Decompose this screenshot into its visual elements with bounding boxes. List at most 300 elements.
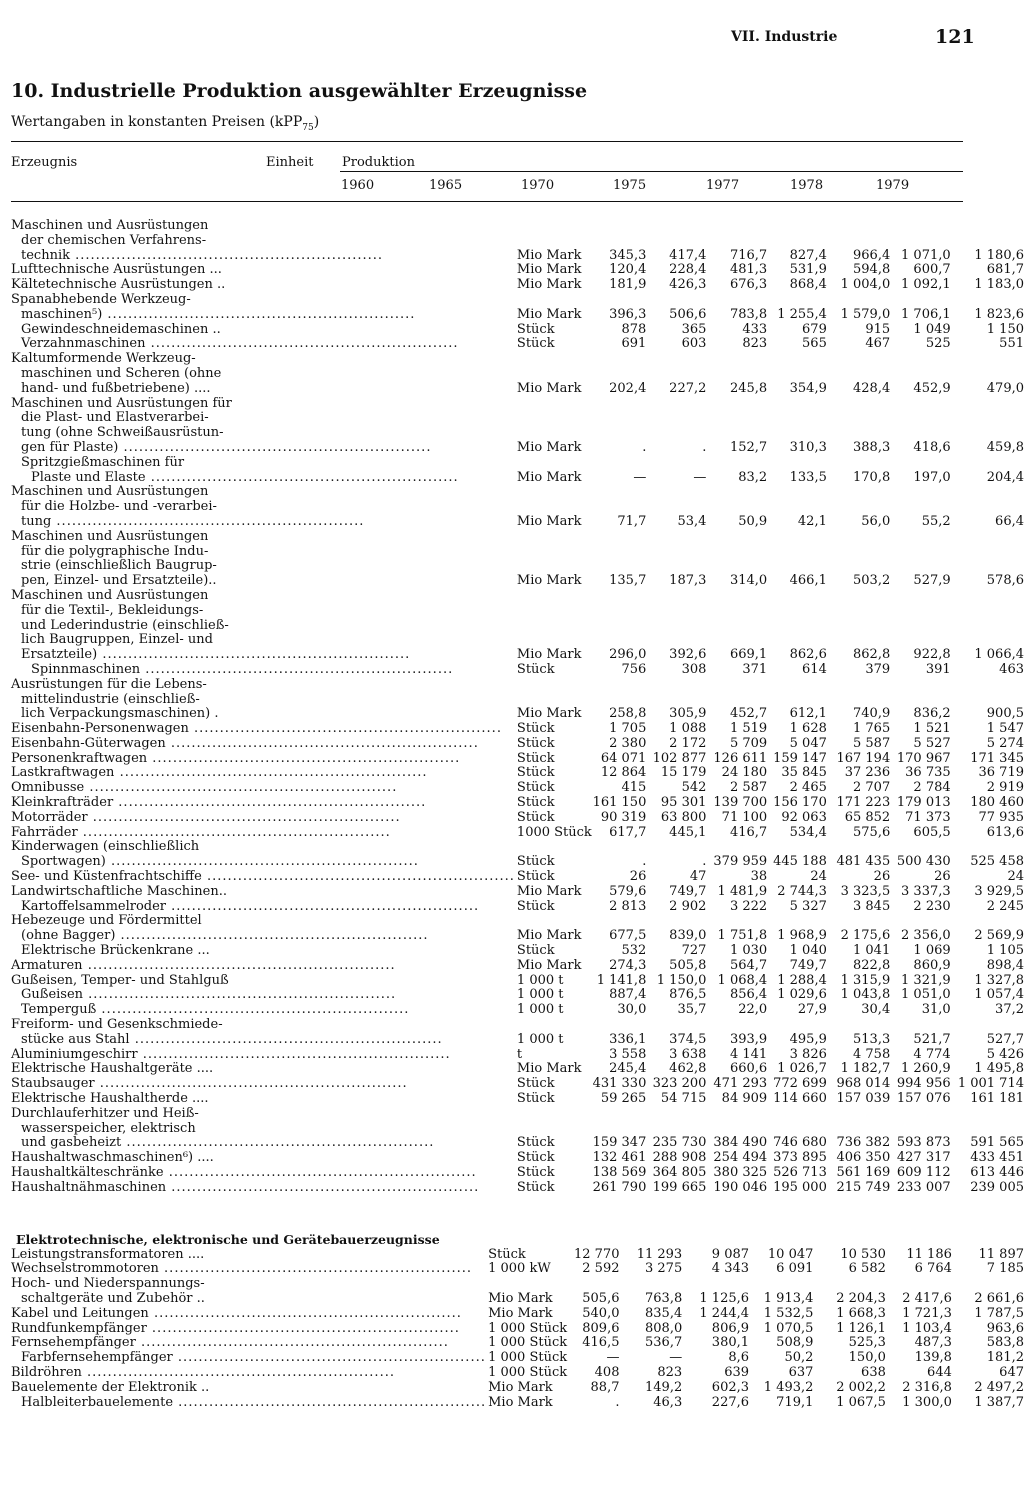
row-unit — [515, 293, 592, 308]
value-cell — [646, 426, 706, 441]
row-unit: Mio Mark — [516, 514, 582, 529]
row-unit — [515, 485, 592, 500]
value-cell: 1 255,4 — [777, 307, 827, 322]
value-cell: 1 706,1 — [901, 307, 951, 322]
table-row — [0, 1381, 1024, 1396]
value-cell: 1 126,1 — [836, 1321, 886, 1336]
value-cell: 54 715 — [660, 1092, 707, 1107]
value-cell: 135,7 — [609, 574, 647, 589]
value-cell: 371 — [742, 662, 768, 677]
row-label — [0, 249, 515, 264]
row-label-text: Aluminiumgeschirr — [11, 1047, 138, 1062]
row-unit: Mio Mark — [516, 929, 582, 944]
row-label — [0, 545, 515, 560]
table-row — [0, 988, 1024, 1003]
value-cell — [706, 352, 767, 367]
row-label — [0, 1292, 486, 1307]
value-cell: 4 343 — [711, 1262, 750, 1277]
value-cell — [951, 367, 1024, 382]
leader-dots: ............................................................ — [147, 751, 461, 766]
row-label — [0, 530, 515, 545]
year-header-1977: 1977 — [706, 178, 740, 193]
leader-dots: ............................................................ — [102, 307, 416, 322]
value-cell: 2 813 — [609, 899, 647, 914]
value-cell: 575,6 — [853, 825, 891, 840]
row-label-text: Bildröhren — [11, 1365, 82, 1380]
leader-dots: ............................................................ — [188, 722, 502, 737]
row-label-text: mittelindustrie (einschließ- — [21, 692, 200, 707]
value-cell: 613,6 — [986, 825, 1024, 840]
value-cell: 1 260,9 — [901, 1062, 951, 1077]
row-label-text: Farbfernsehempfänger — [21, 1351, 173, 1366]
row-label — [0, 944, 515, 959]
value-cell — [706, 619, 767, 634]
value-cell: 393,9 — [729, 1032, 768, 1047]
value-cell: 1 787,5 — [974, 1306, 1024, 1321]
row-label — [0, 988, 515, 1003]
value-cell: 551 — [999, 337, 1024, 352]
value-cell: 199 665 — [652, 1180, 707, 1195]
value-cell: 835,4 — [645, 1306, 683, 1321]
table-row — [0, 219, 1024, 234]
value-cell — [592, 234, 647, 249]
value-cell — [592, 367, 647, 382]
value-cell: 594,8 — [853, 263, 891, 278]
value-cell: 2 230 — [913, 899, 951, 914]
value-cell: 4 774 — [913, 1047, 951, 1062]
row-label — [0, 1136, 515, 1151]
row-label-text: Halbleiterbauelemente — [21, 1395, 174, 1410]
value-cell — [706, 545, 767, 560]
row-label-text: Maschinen und Ausrüstungen — [11, 219, 209, 233]
value-cell: 719,1 — [776, 1395, 814, 1410]
row-label-text: Spinnmaschinen — [31, 662, 141, 677]
row-label — [0, 648, 515, 663]
value-cell — [827, 411, 890, 426]
row-label — [0, 1396, 486, 1411]
value-cell — [706, 500, 767, 515]
value-cell — [619, 1277, 682, 1292]
value-cell: 50,2 — [784, 1351, 814, 1366]
value-cell — [706, 840, 767, 855]
value-cell: 2 661,6 — [974, 1291, 1024, 1306]
value-cell: 823 — [657, 1365, 683, 1380]
value-cell: 1 721,3 — [902, 1306, 952, 1321]
value-cell — [951, 219, 1024, 234]
value-cell: 31,0 — [921, 1003, 951, 1018]
row-label-text: Rundfunkempfänger — [11, 1321, 147, 1336]
row-label-text: Gußeisen, Temper- und Stahlguß — [11, 973, 229, 988]
value-cell: 808,0 — [645, 1321, 683, 1336]
value-cell: 526 713 — [773, 1166, 827, 1180]
row-label — [0, 1048, 515, 1063]
value-cell: 681,7 — [986, 263, 1024, 278]
value-cell — [646, 589, 706, 604]
value-cell: 445,1 — [669, 825, 707, 840]
value-cell: 84 909 — [721, 1092, 768, 1107]
value-cell: 323 200 — [652, 1077, 707, 1092]
value-cell: 1 004,0 — [840, 278, 891, 293]
table-row — [0, 456, 1024, 471]
value-cell: 505,8 — [669, 958, 707, 973]
row-label-text: Plaste und Elaste — [31, 470, 146, 485]
table-row — [0, 855, 1024, 870]
value-cell: 481 435 — [836, 855, 891, 870]
row-unit: Stück — [516, 722, 555, 737]
row-label-text: für die Textil-, Bekleidungs- — [21, 603, 204, 618]
value-cell: 513,3 — [853, 1032, 891, 1047]
row-label-text: Personenkraftwagen — [11, 751, 148, 766]
value-cell — [646, 693, 706, 708]
row-unit: Mio Mark — [516, 307, 582, 322]
value-cell: 495,9 — [789, 1032, 827, 1047]
value-cell: 102 877 — [652, 751, 707, 766]
row-unit: 1 000 Stück — [488, 1351, 568, 1366]
value-cell: 1 288,4 — [777, 973, 827, 988]
row-unit: t — [516, 1047, 523, 1062]
row-label — [0, 870, 515, 885]
row-unit: Mio Mark — [488, 1395, 553, 1410]
value-cell — [592, 693, 647, 708]
row-label-text: Lufttechnische Ausrüstungen ... — [11, 263, 222, 278]
section-heading-row — [0, 1226, 1024, 1248]
row-label — [0, 959, 515, 974]
row-label — [0, 589, 515, 604]
value-cell — [890, 1107, 950, 1122]
value-cell: 30,4 — [861, 1003, 891, 1018]
row-label-text: Lastkraftwagen — [11, 766, 115, 781]
value-cell — [706, 530, 767, 545]
row-unit — [515, 604, 592, 619]
value-cell — [592, 545, 647, 560]
row-label-text: Kleinkrafträder — [11, 796, 114, 811]
value-cell — [592, 219, 647, 234]
value-cell: 740,9 — [853, 707, 891, 722]
value-cell: 536,7 — [645, 1336, 683, 1351]
value-cell — [767, 234, 827, 249]
row-label-text: Landwirtschaftliche Maschinen.. — [11, 884, 227, 899]
value-cell: 305,9 — [669, 707, 707, 722]
value-cell: 915 — [865, 322, 891, 337]
row-label-text: Haushaltwaschmaschinen⁶) .... — [11, 1151, 214, 1166]
table-row — [0, 441, 1024, 456]
table-row — [0, 1151, 1024, 1166]
value-cell: 677,5 — [609, 929, 647, 944]
row-label — [0, 485, 515, 500]
table-row — [0, 840, 1024, 855]
value-cell: 527,9 — [913, 574, 951, 589]
row-label — [0, 234, 515, 249]
row-unit: Stück — [516, 662, 555, 677]
value-cell: 756 — [621, 662, 647, 677]
row-label — [0, 337, 515, 352]
row-label-text: Elektrische Haushaltgeräte .... — [11, 1062, 214, 1077]
table-row — [0, 1062, 1024, 1077]
leader-dots: ............................................................ — [129, 1032, 443, 1047]
row-unit: 1 000 Stück — [488, 1365, 568, 1380]
value-cell — [951, 397, 1024, 412]
value-cell: 1 519 — [729, 722, 768, 737]
table-row — [0, 1248, 1024, 1263]
value-cell: 1 547 — [986, 722, 1024, 737]
leader-dots: ............................................................ — [82, 958, 396, 973]
row-label — [0, 426, 515, 441]
table-row — [0, 1033, 1024, 1048]
year-header-1960: 1960 — [341, 178, 375, 193]
leader-dots: ............................................................ — [69, 248, 384, 263]
value-cell — [706, 1018, 767, 1033]
value-cell: 26 — [934, 870, 951, 885]
value-cell: . — [642, 855, 647, 870]
value-cell — [592, 633, 647, 648]
row-label — [0, 1307, 486, 1322]
row-label-text: lich Baugruppen, Einzel- und — [21, 633, 213, 648]
value-cell: 190 046 — [713, 1180, 768, 1195]
value-cell: 1 105 — [986, 944, 1024, 959]
leader-dots: ............................................................ — [158, 1262, 472, 1277]
value-cell: 1 051,0 — [901, 988, 951, 1003]
row-label — [0, 471, 515, 486]
value-cell — [767, 500, 827, 515]
row-unit — [515, 545, 592, 560]
value-cell: 676,3 — [729, 278, 768, 293]
value-cell — [574, 1277, 620, 1292]
value-cell: 583,8 — [986, 1336, 1024, 1351]
row-label-text: Maschinen und Ausrüstungen für — [11, 396, 232, 411]
value-cell: — — [669, 1351, 683, 1366]
row-label-text: Gewindeschneidemaschinen .. — [21, 322, 221, 337]
table-row — [0, 752, 1024, 767]
value-cell — [890, 840, 950, 855]
value-cell — [890, 485, 950, 500]
leader-dots: ............................................................ — [105, 855, 419, 870]
value-cell — [592, 589, 647, 604]
row-label-text: Maschinen und Ausrüstungen — [11, 529, 209, 544]
table-row — [0, 411, 1024, 426]
value-cell: 418,6 — [913, 440, 951, 455]
value-cell: 1 180,6 — [974, 248, 1024, 263]
value-cell — [951, 1107, 1024, 1122]
value-cell: 525 — [925, 337, 951, 352]
leader-dots: ............................................................ — [145, 337, 459, 352]
value-cell: 379 959 — [713, 855, 768, 870]
value-cell — [646, 619, 706, 634]
value-cell: 415 — [621, 781, 647, 796]
value-cell: 365 — [681, 322, 707, 337]
table-row — [0, 811, 1024, 826]
value-cell: 525,3 — [848, 1336, 886, 1351]
table-row — [0, 648, 1024, 663]
value-cell — [646, 559, 706, 574]
row-unit: Mio Mark — [488, 1291, 553, 1306]
table-row — [0, 737, 1024, 752]
value-cell — [890, 293, 950, 308]
value-cell: 669,1 — [729, 648, 768, 663]
table-row — [0, 397, 1024, 412]
value-cell: 467 — [865, 337, 891, 352]
value-cell: 3 929,5 — [974, 884, 1024, 899]
value-cell — [767, 456, 827, 471]
table-row — [0, 781, 1024, 796]
row-label-text: Omnibusse — [11, 781, 85, 796]
value-cell: 2 497,2 — [974, 1380, 1024, 1395]
value-cell: 2 744,3 — [777, 884, 827, 899]
row-label — [0, 885, 515, 900]
section-heading: Elektrotechnische, elektronische und Gerätebauerzeugnisse — [16, 1231, 440, 1247]
value-cell: 542 — [681, 781, 707, 796]
value-cell — [951, 604, 1024, 619]
row-unit: Mio Mark — [516, 440, 582, 455]
row-label-text: der chemischen Verfahrens- — [21, 233, 207, 248]
leader-dots: ............................................................ — [94, 1077, 408, 1092]
table-row — [0, 707, 1024, 722]
value-cell: 373 895 — [773, 1151, 827, 1166]
value-cell: 876,5 — [669, 988, 707, 1003]
value-cell — [827, 500, 890, 515]
value-cell: 157 076 — [896, 1092, 951, 1107]
row-label — [0, 693, 515, 708]
table-row — [0, 1322, 1024, 1337]
row-label-text: (ohne Bagger) — [21, 929, 116, 944]
row-label — [0, 840, 515, 855]
value-cell: 380 325 — [713, 1166, 768, 1180]
value-cell — [646, 500, 706, 515]
value-cell — [646, 678, 706, 693]
value-cell — [592, 1107, 647, 1122]
value-cell — [706, 367, 767, 382]
row-unit: Mio Mark — [516, 381, 582, 396]
row-unit: Stück — [516, 736, 555, 751]
value-cell — [827, 840, 890, 855]
table-row — [0, 885, 1024, 900]
row-label-text: Kabel und Leitungen — [11, 1306, 149, 1321]
row-unit — [515, 411, 592, 426]
row-label — [0, 456, 515, 471]
table-row — [0, 1092, 1024, 1107]
value-cell: 6 582 — [848, 1262, 886, 1277]
table-row — [0, 234, 1024, 249]
subtitle-subscript: 75 — [302, 122, 314, 133]
row-unit: 1 000 kW — [488, 1262, 551, 1277]
row-label — [0, 293, 515, 308]
value-cell: 1 183,0 — [974, 278, 1024, 293]
value-cell: 161 150 — [592, 796, 647, 811]
row-label-text: Ausrüstungen für die Lebens- — [11, 677, 207, 692]
value-cell: 5 274 — [986, 736, 1024, 751]
row-label-text: tung — [21, 514, 52, 529]
table-row — [0, 1018, 1024, 1033]
value-cell: 612,1 — [789, 707, 827, 722]
value-cell — [890, 693, 950, 708]
row-label-text: Wechselstrommotoren — [11, 1262, 159, 1277]
row-unit — [515, 500, 592, 515]
row-label — [0, 367, 515, 382]
row-unit — [515, 559, 592, 574]
table-subtitle — [11, 114, 319, 133]
value-cell: 417,4 — [669, 248, 707, 263]
value-cell — [646, 352, 706, 367]
leader-dots: ............................................................ — [83, 988, 397, 1003]
value-cell: 170,8 — [853, 470, 891, 485]
value-cell: 2 356,0 — [901, 929, 951, 944]
row-label — [0, 1166, 515, 1181]
chapter-title: VII. Industrie — [731, 29, 838, 45]
value-cell: 868,4 — [789, 278, 827, 293]
value-cell: 426,3 — [669, 278, 707, 293]
value-cell: 171 345 — [970, 751, 1024, 766]
leader-dots: ............................................................ — [145, 470, 459, 485]
value-cell: 994 956 — [896, 1077, 951, 1092]
value-cell: 466,1 — [789, 574, 827, 589]
row-label-text: Bauelemente der Elektronik .. — [11, 1380, 210, 1395]
value-cell — [706, 397, 767, 412]
value-cell: 1 300,0 — [902, 1395, 952, 1410]
value-cell: 10 047 — [767, 1247, 814, 1262]
value-cell: 433 — [742, 322, 768, 337]
table-row — [0, 382, 1024, 397]
value-cell — [592, 914, 647, 929]
row-unit: Stück — [516, 781, 555, 796]
row-unit: Mio Mark — [516, 470, 582, 485]
value-cell: 159 347 — [592, 1136, 647, 1151]
row-label-text: Eisenbahn-Personenwagen — [11, 722, 189, 737]
row-unit — [515, 914, 592, 929]
row-unit: Stück — [516, 944, 555, 959]
value-cell: 1 150,0 — [656, 973, 707, 988]
value-cell: 2 465 — [789, 781, 827, 796]
table-row — [0, 722, 1024, 737]
table-row — [0, 914, 1024, 929]
table-row — [0, 1107, 1024, 1122]
table-row — [0, 1351, 1024, 1366]
value-cell: 638 — [861, 1365, 886, 1380]
production-table — [0, 219, 1024, 1410]
value-cell: — — [693, 470, 707, 485]
value-cell — [951, 293, 1024, 308]
row-unit: Mio Mark — [488, 1306, 553, 1321]
value-cell: 900,5 — [986, 707, 1024, 722]
value-cell — [767, 219, 827, 234]
table-row — [0, 663, 1024, 678]
row-label — [0, 1248, 486, 1263]
value-cell: 345,3 — [609, 248, 647, 263]
row-unit — [515, 426, 592, 441]
value-cell: 202,4 — [609, 381, 647, 396]
value-cell — [706, 426, 767, 441]
value-cell — [749, 1277, 813, 1292]
value-cell — [706, 293, 767, 308]
value-cell: 12 864 — [600, 766, 647, 781]
value-cell: 1 043,8 — [840, 988, 891, 1003]
value-cell — [951, 352, 1024, 367]
value-cell: 5 709 — [729, 736, 768, 751]
row-unit: 1000 Stück — [516, 825, 592, 840]
value-cell: 644 — [927, 1365, 952, 1380]
row-label-text: Spritzgießmaschinen für — [21, 455, 185, 470]
value-cell: 354,9 — [789, 381, 827, 396]
value-cell — [951, 619, 1024, 634]
value-cell — [646, 914, 706, 929]
value-cell — [592, 485, 647, 500]
row-label-text: Haushaltkälteschränke — [11, 1166, 164, 1180]
year-header-1978: 1978 — [790, 178, 824, 193]
value-cell: 2 592 — [582, 1262, 620, 1277]
row-label-text: Maschinen und Ausrüstungen — [11, 588, 209, 603]
leader-dots: ............................................................ — [137, 1047, 451, 1062]
value-cell — [827, 914, 890, 929]
value-cell: 36 719 — [978, 766, 1024, 781]
value-cell: 2 204,3 — [836, 1291, 886, 1306]
